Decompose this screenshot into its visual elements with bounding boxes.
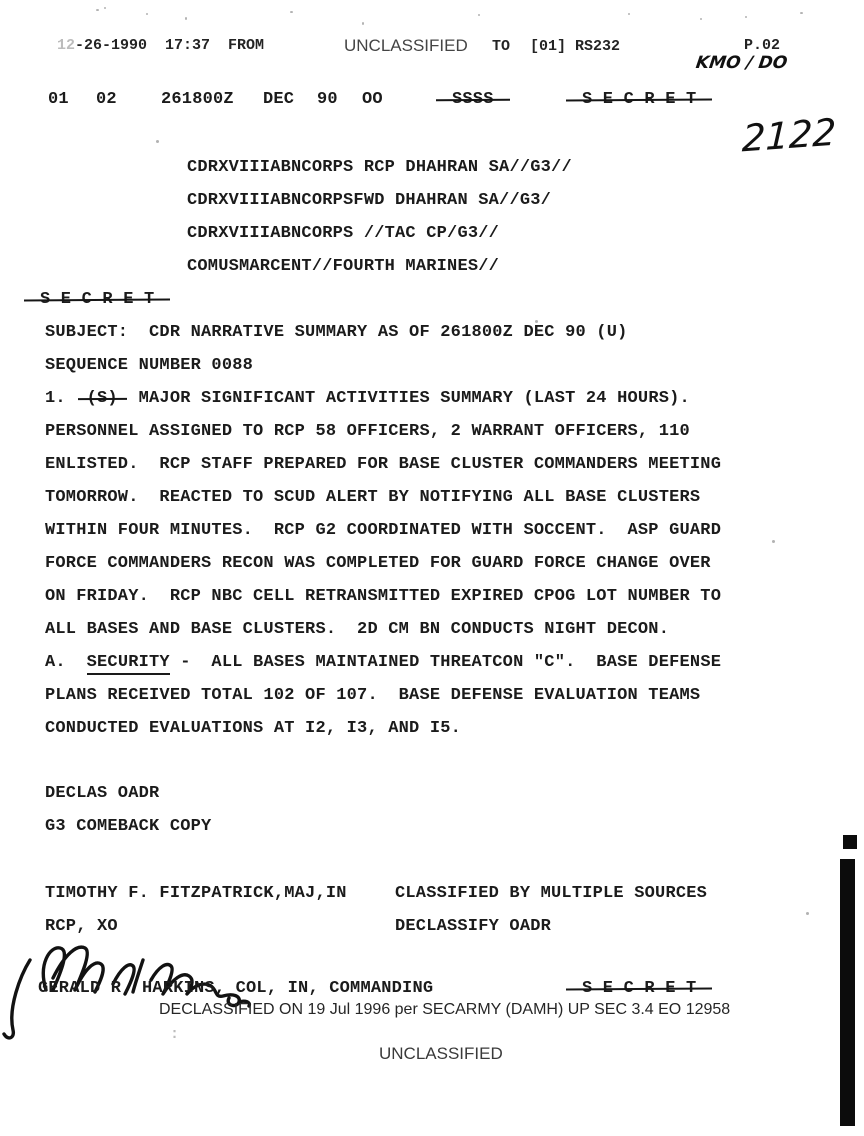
handwritten-routing-note: KMO / DO (694, 53, 789, 73)
drafter-title: RCP, XO (45, 917, 118, 936)
addressee-line: CDRXVIIIABNCORPS RCP DHAHRAN SA//G3// (187, 158, 572, 177)
handwritten-log-number: 2122 (741, 110, 837, 161)
para1-number: 1. (45, 389, 87, 408)
drafter-name: TIMOTHY F. FITZPATRICK,MAJ,IN (45, 884, 347, 903)
declas-line: DECLAS OADR (45, 784, 160, 803)
body-line: ON FRIDAY. RCP NBC CELL RETRANSMITTED EXPIRED CPOG LOT NUMBER TO (45, 587, 722, 606)
subject-line: SUBJECT: CDR NARRATIVE SUMMARY AS OF 261800Z DEC 90 (U) (45, 323, 628, 342)
struck-secret-top: S E C R E T (582, 90, 697, 109)
para1-text: MAJOR SIGNIFICANT ACTIVITIES SUMMARY (LAST 24 HOURS). (117, 389, 690, 408)
declassify-line: DECLASSIFY OADR (395, 917, 552, 936)
noise-speck (772, 540, 775, 543)
para1-struck-marking: (S) (86, 389, 118, 408)
fax-header-date-faded: 12 (57, 37, 76, 54)
message-col-02: 02 (96, 90, 117, 109)
noise-speck (800, 12, 803, 14)
noise-speck (96, 9, 99, 11)
addressee-line: CDRXVIIIABNCORPS //TAC CP/G3// (187, 224, 500, 243)
noise-speck (146, 13, 148, 15)
section-a-letter: A. (45, 653, 87, 672)
body-line: PERSONNEL ASSIGNED TO RCP 58 OFFICERS, 2 WARRANT OFFICERS, 110 (45, 422, 690, 441)
noise-speck (290, 11, 293, 13)
comeback-copy-line: G3 COMEBACK COPY (45, 817, 212, 836)
fax-header-to-label: TO (492, 38, 511, 55)
struck-secret-bottom: S E C R E T (582, 979, 697, 998)
noise-speck (185, 17, 187, 20)
classified-by-line: CLASSIFIED BY MULTIPLE SOURCES (395, 884, 708, 903)
struck-code-ssss: SSSS (452, 90, 494, 109)
noise-speck (700, 18, 702, 20)
section-a-rest: - ALL BASES MAINTAINED THREATCON "C". BASE DEFENSE (169, 653, 722, 672)
noise-speck (104, 7, 106, 9)
para1-heading (45, 389, 690, 409)
body-line: FORCE COMMANDERS RECON WAS COMPLETED FOR GUARD FORCE CHANGE OVER (45, 554, 711, 573)
noise-speck (478, 14, 480, 16)
message-col-01: 01 (48, 90, 69, 109)
section-a-heading (45, 653, 721, 673)
message-dtg: 261800Z (161, 90, 234, 109)
noise-speck (806, 912, 809, 915)
unclassified-stamp-top: UNCLASSIFIED (344, 36, 468, 55)
noise-speck (156, 140, 159, 143)
section-a-line: CONDUCTED EVALUATIONS AT I2, I3, AND I5. (45, 719, 462, 738)
scan-edge-bar (840, 859, 855, 1126)
message-year: 90 (317, 90, 338, 109)
signature-flourish (4, 960, 30, 1038)
fax-header-date-rest: -26-1990 17:37 FROM (75, 37, 265, 54)
body-line: ALL BASES AND BASE CLUSTERS. 2D CM BN CONDUCTS NIGHT DECON. (45, 620, 670, 639)
unclassified-stamp-bottom: UNCLASSIFIED (379, 1044, 503, 1063)
fax-header-to-value: [01] RS232 (530, 38, 621, 55)
declassified-stamp: DECLASSIFIED ON 19 Jul 1996 per SECARMY (DAMH) UP SEC 3.4 EO 12958 (159, 1001, 731, 1018)
section-a-line: PLANS RECEIVED TOTAL 102 OF 107. BASE DEFENSE EVALUATION TEAMS (45, 686, 701, 705)
sequence-line: SEQUENCE NUMBER 0088 (45, 356, 254, 375)
noise-speck (362, 22, 364, 25)
fax-header-date (57, 37, 264, 54)
body-line: TOMORROW. REACTED TO SCUD ALERT BY NOTIFYING ALL BASE CLUSTERS (45, 488, 701, 507)
message-month: DEC (263, 90, 295, 109)
section-a-underlined-word: SECURITY (87, 653, 170, 675)
message-precedence: OO (362, 90, 383, 109)
struck-secret-left: S E C R E T (40, 290, 155, 309)
addressee-line: COMUSMARCENT//FOURTH MARINES// (187, 257, 500, 276)
body-line: ENLISTED. RCP STAFF PREPARED FOR BASE CLUSTER COMMANDERS MEETING (45, 455, 722, 474)
noise-speck (628, 13, 630, 15)
stray-mark: : (170, 1026, 180, 1043)
fax-header-page-number: P.02 (744, 37, 781, 54)
noise-speck (745, 16, 747, 18)
addressee-line: CDRXVIIIABNCORPSFWD DHAHRAN SA//G3/ (187, 191, 552, 210)
scan-edge-block (843, 835, 857, 849)
commander-line: GERALD R. HARKINS, COL, IN, COMMANDING (38, 979, 434, 998)
body-line: WITHIN FOUR MINUTES. RCP G2 COORDINATED WITH SOCCENT. ASP GUARD (45, 521, 722, 540)
